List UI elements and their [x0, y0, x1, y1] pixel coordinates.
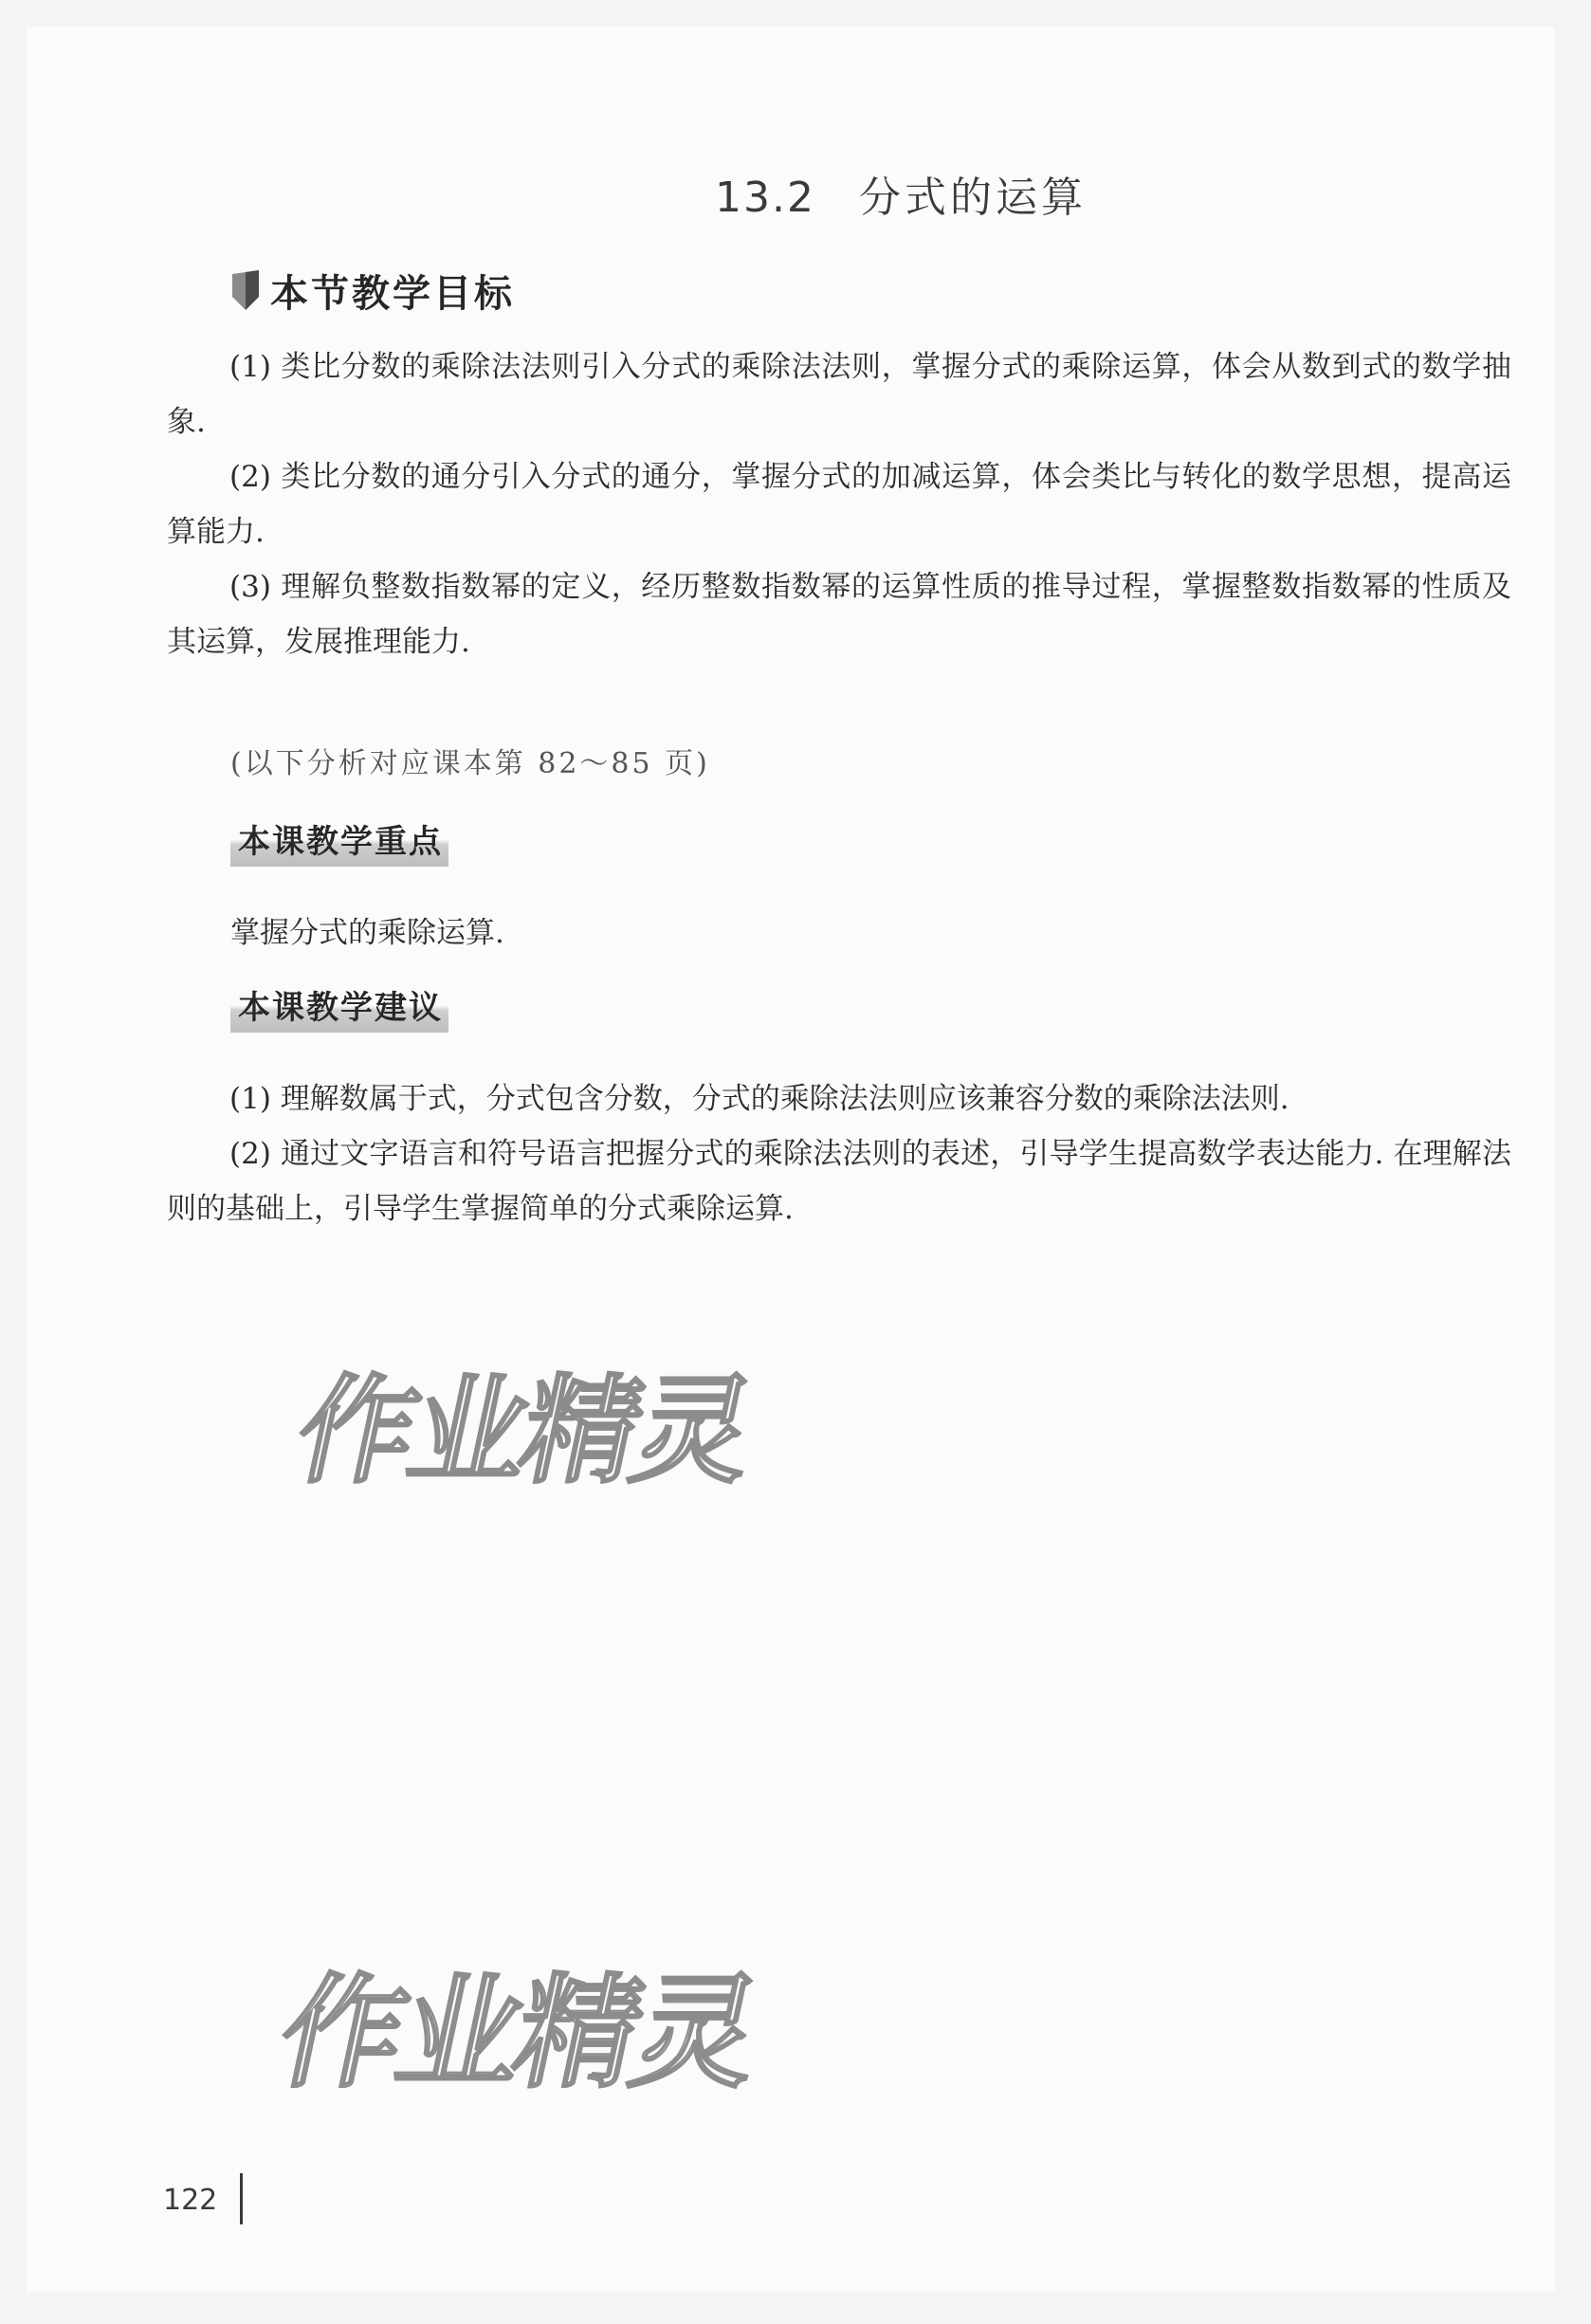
suggestion-item-2: (2) 通过文字语言和符号语言把握分式的乘除法法则的表述，引导学生提高数学表达能力. 在理解法则的基础上，引导学生掌握简单的分式乘除运算.: [167, 1137, 1511, 1226]
objectives-heading: [230, 262, 515, 319]
suggestion-item-1: (1) 理解数属于式，分式包含分数，分式的乘除法法则应该兼容分数的乘除法法则.: [229, 1082, 1289, 1116]
watermark-logo: 作业精灵: [266, 1961, 768, 2105]
objective-item-2: (2) 类比分数的通分引入分式的通分，掌握分式的加减运算，体会类比与转化的数学思想，提高运算能力.: [167, 460, 1511, 549]
reference-note: (以下分析对应课本第 82～85 页): [230, 747, 710, 780]
objectives-heading-text: 本节教学目标: [270, 271, 515, 316]
section-marker-icon: [230, 268, 263, 312]
objective-item-3: (3) 理解负整数指数幂的定义，经历整数指数幂的运算性质的推导过程，掌握整数指数幂的性质及其运算，发展推理能力.: [167, 570, 1511, 659]
key-point-heading: 本课教学重点: [230, 817, 448, 867]
suggestions-heading: 本课教学建议: [230, 983, 448, 1033]
section-number: 13.2: [715, 174, 815, 222]
section-title: [0, 163, 1591, 224]
key-point-text: 掌握分式的乘除运算.: [230, 916, 504, 950]
watermark-logo: 作业精灵: [284, 1363, 761, 1500]
objective-item-1: (1) 类比分数的乘除法法则引入分式的乘除法法则，掌握分式的乘除运算，体会从数到式的数学抽象.: [167, 350, 1511, 439]
page-number: 122: [163, 2184, 218, 2217]
section-title-text: 分式的运算: [858, 174, 1087, 222]
page-number-divider: [240, 2173, 243, 2224]
